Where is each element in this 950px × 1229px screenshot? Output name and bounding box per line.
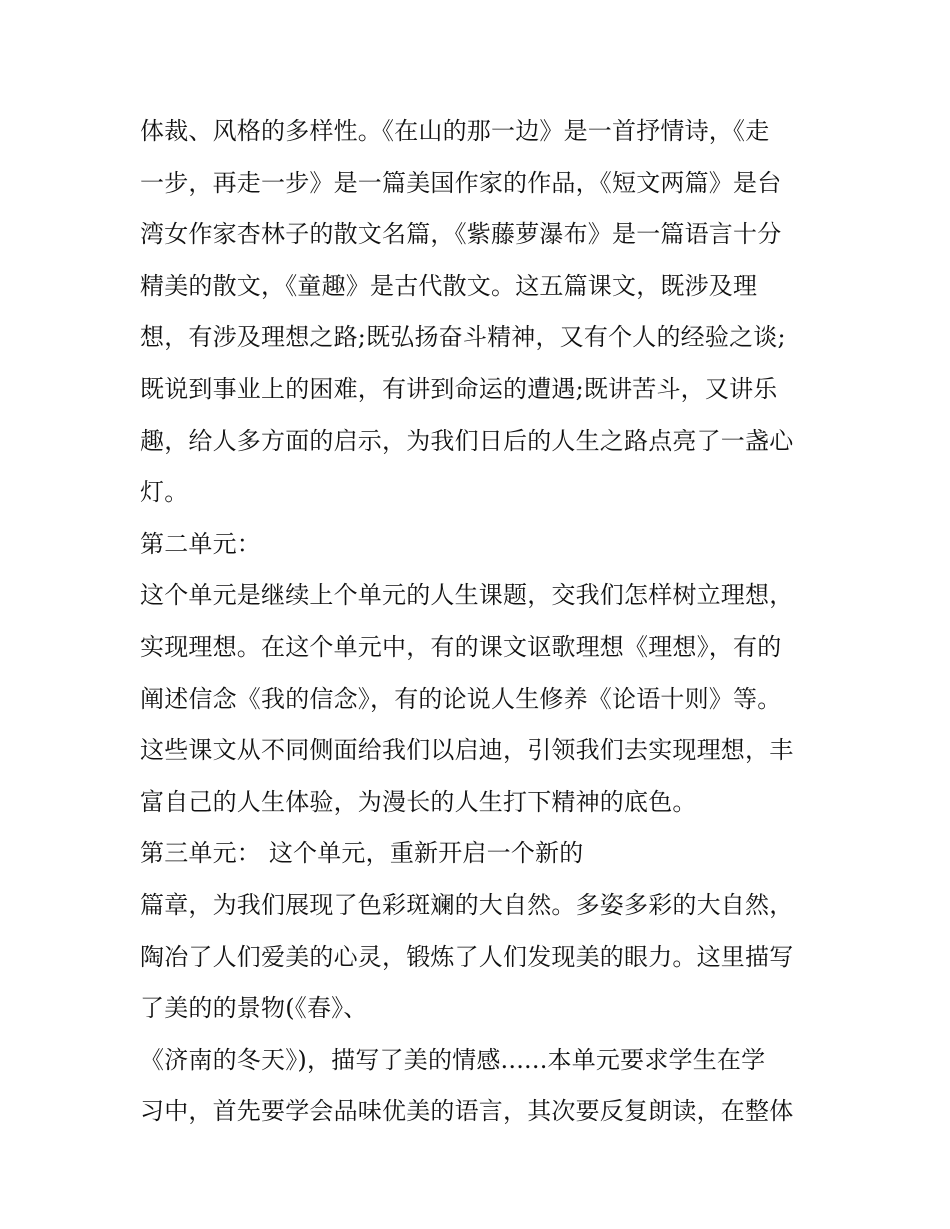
text-line: 趣，给人多方面的启示，为我们日后的人生之路点亮了一盏心 xyxy=(140,426,794,455)
text-line: 既说到事业上的困难，有讲到命运的遭遇;既讲苦斗，又讲乐 xyxy=(140,374,778,403)
text-line: 习中，首先要学会品味优美的语言，其次要反复朗读，在整体 xyxy=(140,1097,794,1126)
text-line: 灯。 xyxy=(140,478,189,507)
text-line: 想，有涉及理想之路;既弘扬奋斗精神，又有个人的经验之谈; xyxy=(140,323,786,352)
document-body xyxy=(140,106,830,1138)
text-line: 实现理想。在这个单元中，有的课文讴歌理想《理想》，有的 xyxy=(140,632,782,661)
text-line: 这些课文从不同侧面给我们以启迪，引领我们去实现理想，丰 xyxy=(140,736,794,765)
section-heading-unit-3: 第三单元： 这个单元，重新开启一个新的 xyxy=(140,839,584,868)
text-line: 一步，再走一步》是一篇美国作家的作品，《短文两篇》是台 xyxy=(140,168,782,197)
section-heading-unit-2: 第二单元： xyxy=(140,529,261,558)
text-line: 体裁、风格的多样性。《在山的那一边》是一首抒情诗，《走 xyxy=(140,117,770,145)
text-line: 《济南的冬天》)，描写了美的情感......本单元要求学生在学 xyxy=(140,1045,766,1074)
text-line: 阐述信念《我的信念》，有的论说人生修养《论语十则》等。 xyxy=(140,684,782,713)
text-line: 陶冶了人们爱美的心灵，锻炼了人们发现美的眼力。这里描写 xyxy=(140,942,794,971)
text-line: 湾女作家杏林子的散文名篇，《紫藤萝瀑布》是一篇语言十分 xyxy=(140,220,782,249)
text-line: 篇章，为我们展现了色彩斑斓的大自然。多姿多彩的大自然， xyxy=(140,890,794,919)
text-line: 富自己的人生体验，为漫长的人生打下精神的底色。 xyxy=(140,787,697,816)
text-line: 了美的的景物(《春》、 xyxy=(140,994,368,1023)
text-line: 精美的散文，《童趣》是古代散文。这五篇课文，既涉及理 xyxy=(140,271,758,300)
text-line: 这个单元是继续上个单元的人生课题，交我们怎样树立理想， xyxy=(140,581,794,610)
